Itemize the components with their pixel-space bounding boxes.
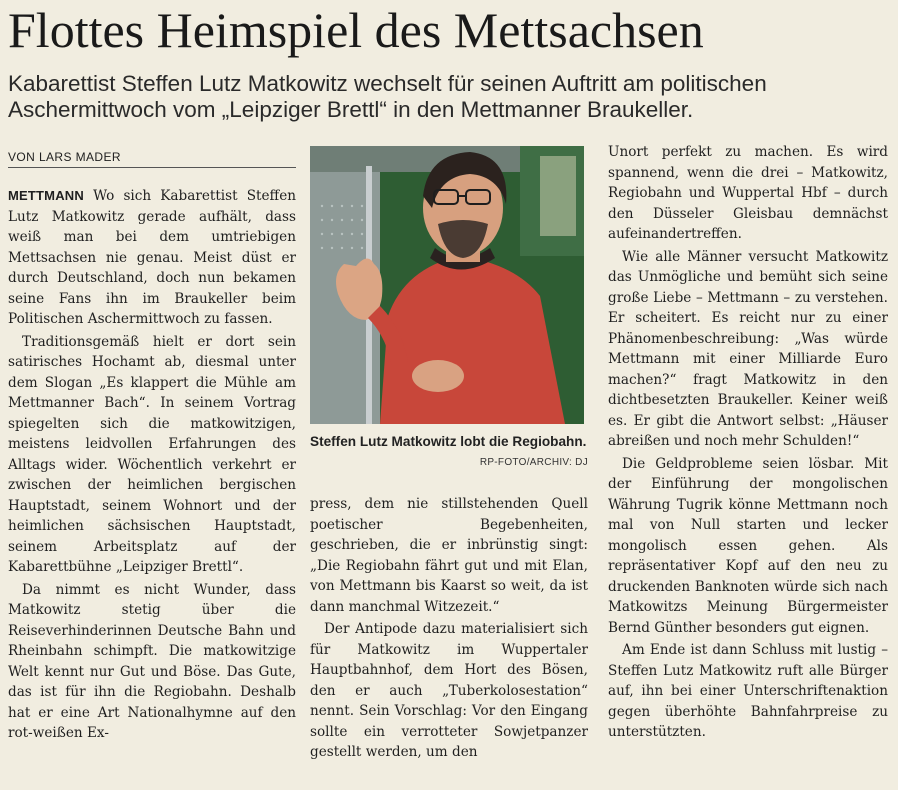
paragraph: Der Antipode dazu materialisiert sich für Matkowitz im Wuppertaler Hauptbahnhof, dem Hort des Bösen, den er auch „Tuberkolosestation“ nennt. Sein Vorschlag: Vor den Eingang sollte ein verrotteter Sowjetpanzer gestellt werden, um den bbox=[310, 621, 588, 760]
paragraph: press, dem nie stillstehenden Quell poetischer Begebenheiten, geschrieben, die er inbrünstig singt: „Die Regiobahn fährt gut und mit Elan, von Mettmann bis Kaarst so weit, da ist dann manchmal Witzezeit.“ bbox=[310, 496, 588, 615]
article-column-3 bbox=[608, 142, 888, 743]
byline: VON LARS MADER bbox=[8, 149, 296, 168]
paragraph: Am Ende ist dann Schluss mit lustig – Steffen Lutz Matkowitz ruft alle Bürger auf, ihn bei einer Unterschriftenaktion gegen überhöhte Bahnfahrpreise zu unterstützten. bbox=[608, 642, 888, 740]
adjacent-article-fragment bbox=[856, 0, 898, 60]
paragraph: Unort perfekt zu machen. Es wird spannend, wenn die drei – Matkowitz, Regiobahn und Wuppertal Hbf – durch den Düsseler Gleisbau demnächst aufeinandertreffen. bbox=[608, 144, 888, 242]
paragraph: Wie alle Männer versucht Matkowitz das Unmögliche und bemüht sich seine große Liebe – Mettmann – zu verstehen. Er scheitert. Es reicht nur zu einer Phänomenbeschreibung: „Was würde Mettmann mit einer Milliarde Euro machen?“ fragt Matkowitz in den dichtbesetzten Braukeller. Keiner weiß es. Er gibt die Antwort selbst: „Häuser abreißen und noch mehr Schulden!“ bbox=[608, 248, 888, 449]
dateline: METTMANN bbox=[8, 188, 84, 203]
article-column-2 bbox=[310, 494, 588, 763]
article-subheadline: Kabarettist Steffen Lutz Matkowitz wechselt für seinen Auftritt am politischen Aschermittwoch vom „Leipziger Brettl“ in den Mettmanner Braukeller. bbox=[8, 71, 767, 122]
paragraph-text: Wo sich Kabarettist Steffen Lutz Matkowitz gerade aufhält, dass weiß man bei dem umtriebigen Mettsachsen nie genau. Meist düst er durch Deutschland, doch nun bekamen seine Fans ihn im Braukeller beim Politischen Aschermittwoch zu fassen. bbox=[8, 188, 296, 327]
photo-credit: RP-FOTO/ARCHIV: DJ bbox=[479, 457, 588, 468]
photo-caption: Steffen Lutz Matkowitz lobt die Regiobahn. bbox=[310, 434, 587, 449]
article-headline: Flottes Heimspiel des Mettsachsen bbox=[8, 2, 704, 58]
paragraph: Da nimmt es nicht Wunder, dass Matkowitz stetig über die Reiseverhinderinnen Deutsche Bahn und Rheinbahn schimpft. Die matkowitzige Welt kennt nur Gut und Böse. Das Gute, das ist für ihn die Regiobahn. Deshalb hat er eine Art Nationalhymne auf den rot-weißen Ex- bbox=[8, 581, 296, 741]
paragraph: Traditionsgemäß hielt er dort sein satirisches Hochamt ab, diesmal unter dem Slogan „Es klappert die Mühle am Mettmanner Bach“. In seinem Vortrag spiegelten sich die matkowitzigen, meistens leidvollen Erfahrungen des Alltags wider. Wöchentlich verkehrt er zwischen der heimlichen bergischen Hauptstadt, seinem Wohnort und der heimlichen sächsischen Hauptstadt, seinem Arbeitsplatz auf der Kabarettbühne „Leipziger Brettl“. bbox=[8, 333, 296, 575]
article-photo bbox=[310, 146, 584, 424]
portrait-illustration bbox=[310, 146, 584, 424]
paragraph: Die Geldprobleme seien lösbar. Mit der Einführung der mongolischen Währung Tugrik könne Mettmann noch mal von Null starten und lecker mongolisch essen gehen. Als repräsentativer Kopf auf den neu zu druckenden Banknoten würde sich nach Matkowitzs Meinung Bürgermeister Bernd Günther besonders gut eignen. bbox=[608, 455, 888, 636]
article-column-1 bbox=[8, 186, 296, 744]
paragraph bbox=[8, 186, 296, 330]
